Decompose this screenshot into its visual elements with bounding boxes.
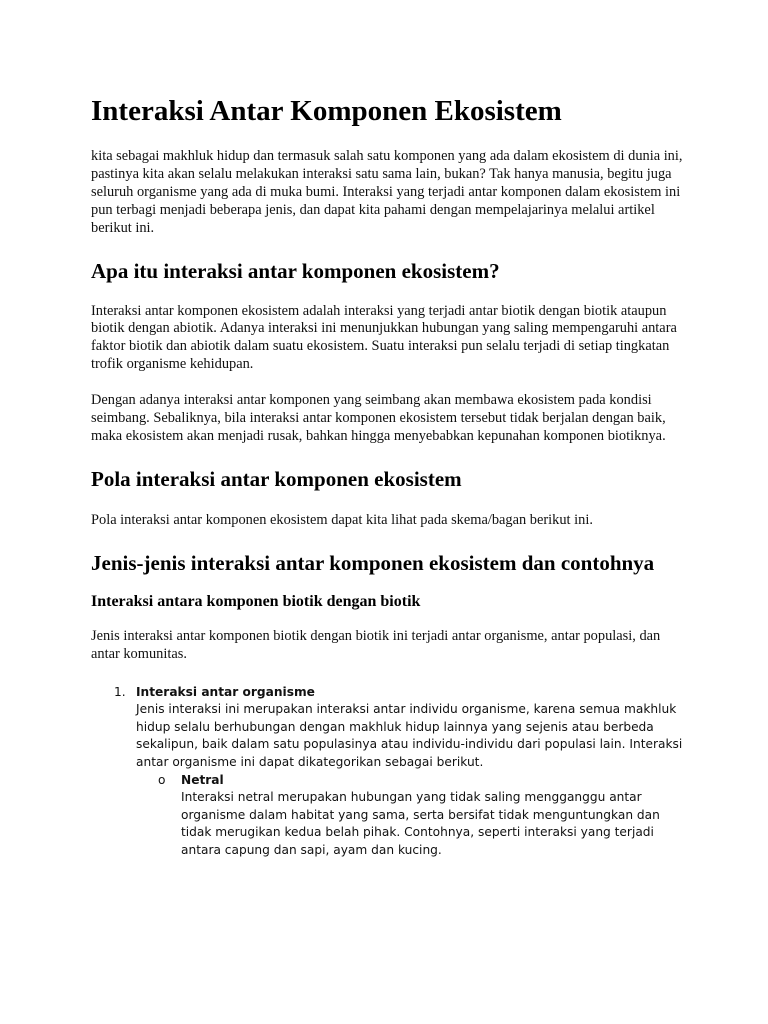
list-item-title: Interaksi antar organisme xyxy=(136,684,315,699)
list-number: 1. xyxy=(114,684,126,699)
sub-item-title: Netral xyxy=(181,772,224,787)
intro-paragraph: kita sebagai makhluk hidup dan termasuk salah satu komponen yang ada dalam ekosistem di dunia ini, pastinya kita akan selalu melakukan interaksi satu sama lain, bukan? Tak hanya manusia, begitu juga seluruh organisme yang ada di muka bumi. Interaksi yang terjadi antar komponen dalam ekosistem ini pun terbagi menjadi beberapa jenis, dan dapat kita pahami dengan mempelajarinya melalui artikel berikut ini. xyxy=(91,148,683,236)
bullet-icon: o xyxy=(158,772,166,787)
paragraph-biotik: Jenis interaksi antar komponen biotik dengan biotik ini terjadi antar organisme, antar populasi, dan antar komunitas. xyxy=(91,627,661,662)
paragraph-apa-1: Interaksi antar komponen ekosistem adalah interaksi yang terjadi antar biotik dengan biotik ataupun biotik dengan abiotik. Adanya interaksi ini menunjukkan hubungan yang saling mempengaruhi antara faktor biotik dan abiotik dalam suatu ekosistem. Suatu interaksi pun selalu terjadi di setiap tingkatan trofik organisme kehidupan. xyxy=(91,302,677,373)
section-heading-apa: Apa itu interaksi antar komponen ekosistem? xyxy=(91,258,500,283)
page-title: Interaksi Antar Komponen Ekosistem xyxy=(91,95,562,127)
list-item xyxy=(91,684,683,860)
list-item-text: Jenis interaksi ini merupakan interaksi antar individu organisme, karena semua makhluk hidup selalu berhubungan dengan makhluk hidup lainnya yang sejenis atau berbeda sekalipun, baik dalam satu populasinya atau individu-individu dari populasi lain. Interaksi antar organisme ini dapat dikategorikan sebagai berikut. xyxy=(136,702,683,769)
sub-list xyxy=(136,772,683,860)
section-heading-jenis: Jenis-jenis interaksi antar komponen ekosistem dan contohnya xyxy=(91,550,655,575)
paragraph-apa-2: Dengan adanya interaksi antar komponen yang seimbang akan membawa ekosistem pada kondisi seimbang. Sebaliknya, bila interaksi antar komponen ekosistem tersebut tidak berjalan dengan baik, maka ekosistem akan menjadi rusak, bahkan hingga menyebabkan kepunahan komponen biotiknya. xyxy=(91,392,666,444)
paragraph-pola: Pola interaksi antar komponen ekosistem dapat kita lihat pada skema/bagan berikut ini. xyxy=(91,511,593,528)
article-content xyxy=(91,92,683,860)
numbered-list xyxy=(91,684,683,860)
subsection-heading-biotik: Interaksi antara komponen biotik dengan biotik xyxy=(91,592,421,610)
sub-list-item xyxy=(136,772,683,860)
sub-item-text: Interaksi netral merupakan hubungan yang tidak saling mengganggu antar organisme dalam habitat yang sama, serta bersifat tidak menguntungkan dan tidak merugikan kedua belah pihak. Contohnya, seperti interaksi yang terjadi antara capung dan sapi, ayam dan kucing. xyxy=(181,790,660,857)
section-heading-pola: Pola interaksi antar komponen ekosistem xyxy=(91,466,462,491)
